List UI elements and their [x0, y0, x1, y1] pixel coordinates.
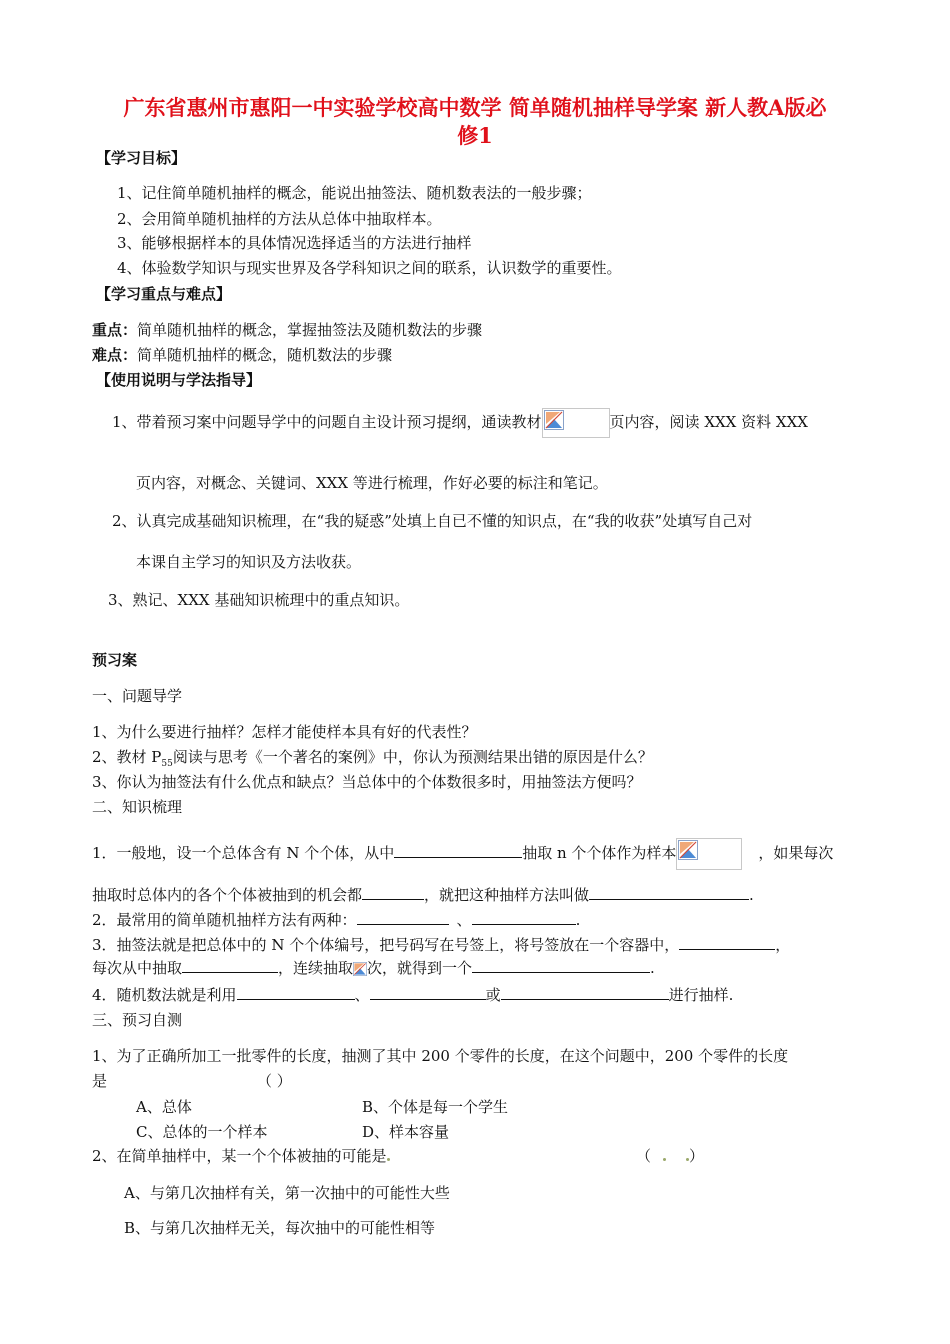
hard-point [92, 345, 392, 365]
test-2-option-b: B、与第几次抽样无关，每次抽中的可能性相等 [124, 1219, 436, 1237]
goals-heading: 【学习目标】 [96, 149, 187, 167]
test-1-option-d: D、样本容量 [362, 1123, 450, 1141]
answer-paren[interactable]: （ ） [257, 1072, 292, 1090]
hard-label: 难点： [92, 346, 138, 364]
question-1: 1、为什么要进行抽样？怎样才能使样本具有好的代表性？ [92, 723, 477, 741]
guide-item-2: 2、认真完成基础知识梳理，在“我的疑惑”处填上自已不懂的知识点，在“我的收获”处填写自己对 [112, 512, 753, 530]
goal-item-3: 3、能够根据样本的具体情况选择适当的方法进行抽样 [117, 234, 472, 252]
knowledge-1-cont: 抽取时总体内的各个个体被抽到的机会都 ，就把这种抽样方法叫做 . [92, 886, 754, 904]
test-1-cont: 是 （ ） [92, 1072, 292, 1090]
doc-title-line1: 广东省惠州市惠阳一中实验学校高中数学 简单随机抽样导学案 新人教A版必 [123, 95, 827, 120]
fill-blank[interactable] [362, 885, 424, 900]
hard-text: 简单随机抽样的概念，随机数法的步骤 [137, 346, 393, 364]
part3-heading: 三、预习自测 [92, 1011, 183, 1029]
test-1-option-c: C、总体的一个样本 [136, 1123, 268, 1141]
goal-item-4: 4、体验数学知识与现实世界及各学科知识之间的联系，认识数学的重要性。 [117, 259, 622, 277]
question-2: 2、教材 $P_{55}$阅读与思考《一个著名的案例》中，你认为预测结果出错的原因是什么？ [92, 748, 653, 769]
test-1-option-a: A、总体 [136, 1098, 192, 1116]
goal-item-1: 1、记住简单随机抽样的概念，能说出抽签法、随机数表法的一般步骤； [117, 184, 592, 202]
key-label: 重点： [92, 321, 138, 339]
fill-blank[interactable] [182, 958, 278, 973]
fill-blank[interactable] [357, 910, 449, 925]
fill-blank[interactable] [589, 885, 749, 900]
test-2: 2、在简单抽样中，某一个个体被抽的可能是 [92, 1146, 390, 1166]
fill-blank[interactable] [501, 985, 669, 1000]
knowledge-2: 2．最常用的简单随机抽样方法有两种： 、 . [92, 911, 581, 929]
guide-item-3: 3、熟记、XXX 基础知识梳理中的重点知识。 [108, 591, 410, 609]
test-1: 1、为了正确所加工一批零件的长度，抽测了其中 200 个零件的长度，在这个问题中，200 个零件的长度 [92, 1047, 789, 1065]
guide1-text-a: 1、带着预习案中问题导学中的问题自主设计预习提纲，通读教材 [112, 413, 542, 431]
key-heading: 【学习重点与难点】 [96, 285, 232, 303]
stray-dot [663, 1158, 666, 1161]
part2-heading: 二、知识梳理 [92, 798, 183, 816]
guide-item-2-cont: 本课自主学习的知识及方法收获。 [136, 553, 362, 571]
test-2-option-a: A、与第几次抽样有关，第一次抽中的可能性大些 [124, 1184, 450, 1202]
guide1-text-b: 页内容，阅读 XXX 资料 XXX [609, 413, 808, 431]
fill-blank[interactable] [370, 985, 486, 1000]
fill-blank[interactable] [394, 843, 522, 858]
preview-heading: 预习案 [92, 651, 138, 669]
key-point [92, 320, 482, 340]
stray-dot [387, 1158, 390, 1161]
broken-image-icon [353, 962, 367, 976]
goal-item-2: 2、会用简单随机抽样的方法从总体中抽取样本。 [117, 210, 442, 228]
key-text: 简单随机抽样的概念，掌握抽签法及随机数法的步骤 [137, 321, 483, 339]
test-1-option-b: B、个体是每一个学生 [362, 1098, 509, 1116]
knowledge-3-cont: 每次从中抽取 ，连续抽取 次，就得到一个 . [92, 959, 655, 977]
guide-item-1 [112, 408, 808, 438]
doc-title-line2: 修1 [457, 123, 493, 148]
knowledge-1: 1．一般地，设一个总体含有 N 个个体，从中 抽取 n 个个体作为样本 ，如果每次 [92, 838, 833, 870]
knowledge-4: 4．随机数法就是利用 、 或 进行抽样. [92, 986, 734, 1004]
fill-blank[interactable] [237, 985, 355, 1000]
fill-blank[interactable] [679, 935, 775, 950]
test-2-paren[interactable]: （ ） [636, 1147, 705, 1165]
guide-item-1-cont: 页内容，对概念、关键词、XXX 等进行梳理，作好必要的标注和笔记。 [136, 474, 608, 492]
fill-blank[interactable] [472, 958, 650, 973]
fill-blank[interactable] [472, 910, 576, 925]
guide-heading: 【使用说明与学法指导】 [96, 371, 262, 389]
part1-heading: 一、问题导学 [92, 687, 183, 705]
broken-image-icon [676, 838, 742, 870]
broken-image-icon [542, 408, 610, 438]
question-3: 3、你认为抽签法有什么优点和缺点？当总体中的个体数很多时，用抽签法方便吗？ [92, 773, 642, 791]
knowledge-3: 3．抽签法就是把总体中的 N 个个体编号，把号码写在号签上，将号签放在一个容器中， ， [92, 936, 791, 954]
